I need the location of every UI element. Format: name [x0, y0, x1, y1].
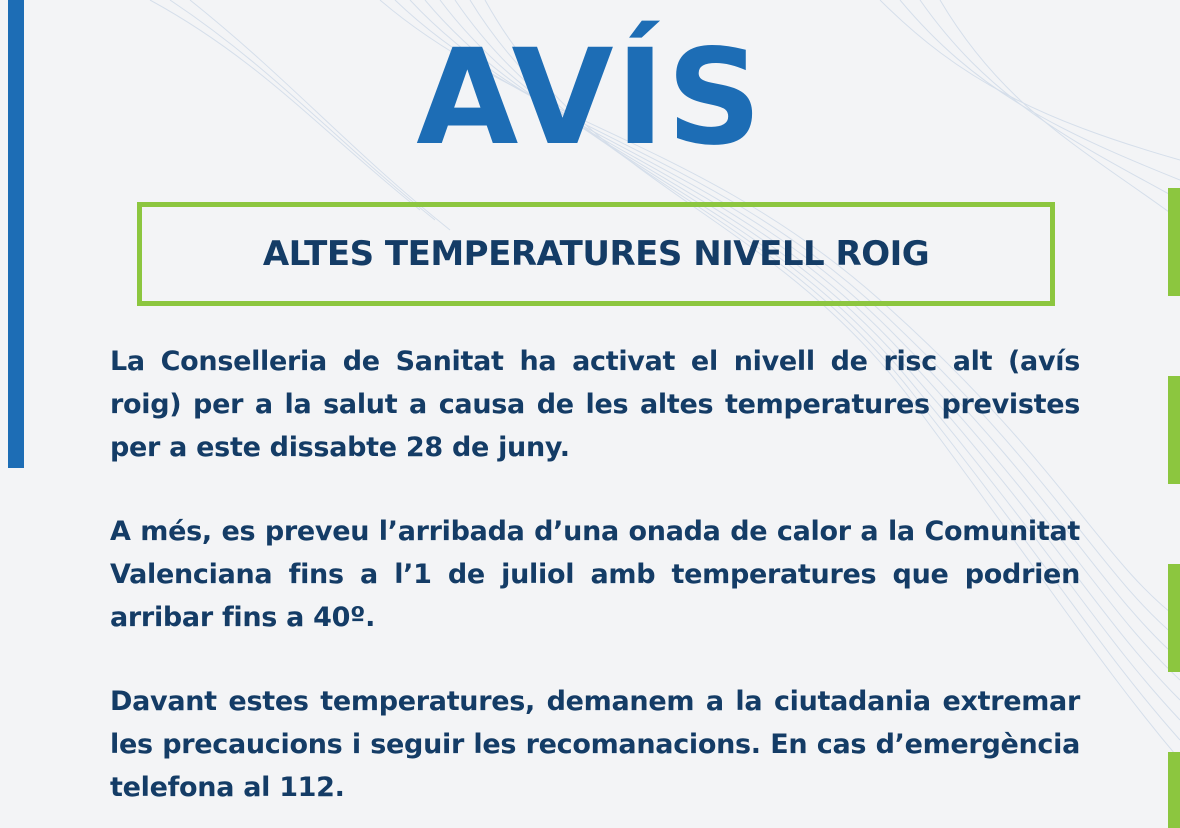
paragraph-block	[110, 680, 1080, 809]
right-accent-bar	[1168, 188, 1180, 296]
paragraph-block	[110, 510, 1080, 639]
paragraph: A més, es preveu l’arribada d’una onada de calor a la Comunitat Valenciana fins a l’1 de juliol amb temperatures que podrien arribar fins a 40º.	[110, 516, 1080, 633]
right-accent-bar	[1168, 376, 1180, 484]
subtitle-box	[137, 202, 1055, 306]
paragraph-block	[110, 340, 1080, 469]
right-accent-bar	[1168, 564, 1180, 672]
right-accent-bar	[1168, 752, 1180, 828]
paragraph: La Conselleria de Sanitat ha activat el nivell de risc alt (avís roig) per a la salut a causa de les altes temperatures previstes per a este dissabte 28 de juny.	[110, 346, 1080, 463]
paragraph: Davant estes temperatures, demanem a la ciutadania extremar les precaucions i seguir les recomanacions. En cas d’emergència telefona al 112.	[110, 686, 1080, 803]
page-title: AVÍS	[416, 21, 764, 175]
subtitle: ALTES TEMPERATURES NIVELL ROIG	[262, 234, 930, 274]
